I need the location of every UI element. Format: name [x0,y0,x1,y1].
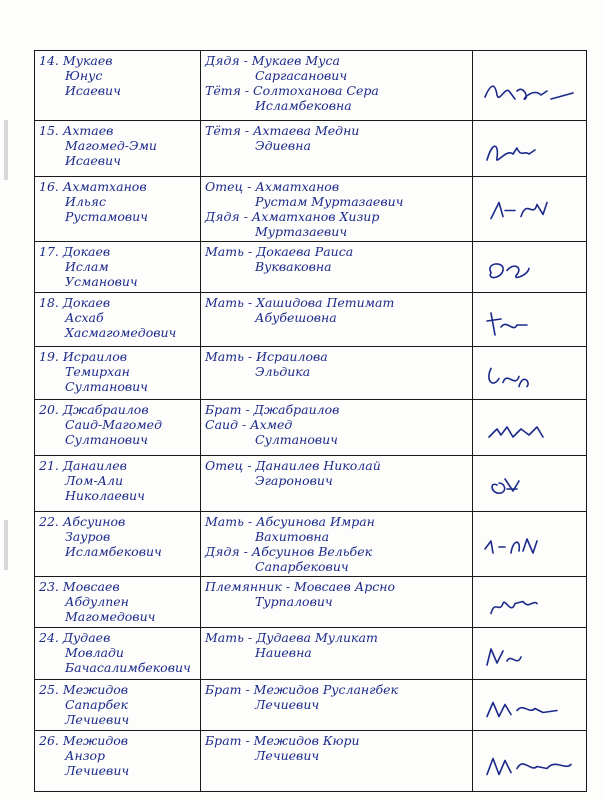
row-number: 24. [39,630,59,645]
relatives-cell [201,121,473,177]
relatives-cell [201,242,473,293]
surname: Докаев [62,295,111,310]
scan-edge-mark [4,520,8,570]
table-row [35,293,587,347]
relative-line: Брат - Джабраилов [205,402,340,417]
row-number: 20. [39,402,59,417]
handwritten-signature [477,579,582,624]
table-row [35,577,587,628]
handwritten-signature [477,682,582,727]
person-cell [35,628,201,680]
given-name: Ислам [65,259,109,274]
given-name: Магомед-Эми [65,138,157,153]
patronymic: Усманович [65,274,138,289]
roster-table [34,50,587,792]
patronymic: Лечиевич [65,763,130,778]
handwritten-signature [477,53,582,117]
relatives-cell [201,400,473,456]
relatives-cell [201,456,473,512]
patronymic: Хасмагомедович [65,325,177,340]
surname: Ахматханов [62,179,147,194]
table-row [35,400,587,456]
given-name: Ильяс [65,194,106,209]
row-number: 18. [39,295,59,310]
table-row [35,456,587,512]
relative-line: Эдиевна [255,138,311,153]
handwritten-signature [477,402,582,452]
row-number: 23. [39,579,59,594]
relative-line: Мать - Дудаева Муликат [205,630,378,645]
handwritten-signature [477,244,582,289]
surname: Межидов [62,682,129,697]
surname: Докаев [62,244,111,259]
surname: Исраилов [62,349,128,364]
relative-line: Брат - Межидов Руслангбек [205,682,398,697]
patronymic: Исаевич [65,83,121,98]
table-row [35,121,587,177]
relative-line: Вукваковна [255,259,332,274]
person-cell [35,577,201,628]
handwritten-signature [477,349,582,396]
table-row [35,512,587,577]
handwritten-signature [477,123,582,173]
signature-cell [473,680,587,731]
row-number: 19. [39,349,59,364]
signature-cell [473,347,587,400]
relatives-cell [201,577,473,628]
relative-line: Сапарбекович [255,559,349,574]
relative-line: Муртазаевич [255,224,348,239]
person-cell [35,121,201,177]
relative-line: Лечиевич [255,748,320,763]
row-number: 15. [39,123,59,138]
signature-cell [473,456,587,512]
relative-line: Саид - Ахмед [205,417,293,432]
signature-cell [473,177,587,242]
patronymic: Султанович [65,432,148,447]
signature-cell [473,628,587,680]
relative-line: Саргасанович [255,68,348,83]
relative-line: Эльдика [255,364,311,379]
relative-line: Мать - Абсуинова Имран [205,514,375,529]
patronymic: Бачасалимбекович [65,660,191,675]
relatives-cell [201,512,473,577]
given-name: Анзор [65,748,106,763]
signature-cell [473,512,587,577]
given-name: Мовлади [65,645,124,660]
relative-line: Вахитовна [255,529,330,544]
row-number: 22. [39,514,59,529]
table-row [35,51,587,121]
relative-line: Тётя - Солтоханова Сера [205,83,379,98]
relative-line: Дядя - Абсуинов Вельбек [205,544,373,559]
relative-line: Исламбековна [255,98,352,113]
surname: Джабраилов [62,402,149,417]
relative-line: Дядя - Мукаев Муса [205,53,340,68]
relative-line: Племянник - Мовсаев Арсно [205,579,395,594]
patronymic: Лечиевич [65,712,130,727]
patronymic: Султанович [65,379,148,394]
person-cell [35,731,201,792]
relative-line: Мать - Исраилова [205,349,328,364]
surname: Абсуинов [62,514,126,529]
given-name: Темирхан [65,364,130,379]
given-name: Зауров [65,529,111,544]
handwritten-signature [477,514,582,568]
table-row [35,628,587,680]
relatives-cell [201,628,473,680]
given-name: Лом-Али [65,473,124,488]
relative-line: Лечиевич [255,697,320,712]
person-cell [35,512,201,577]
signature-cell [473,400,587,456]
signature-cell [473,293,587,347]
relative-line: Отец - Данаилев Николай [205,458,381,473]
surname: Мовсаев [62,579,120,594]
given-name: Юнус [65,68,103,83]
scan-edge-mark [4,120,8,180]
relative-line: Абубешовна [255,310,337,325]
person-cell [35,177,201,242]
given-name: Абдулпен [65,594,129,609]
relatives-cell [201,680,473,731]
table-row [35,177,587,242]
relative-line: Мать - Докаева Раиса [205,244,354,259]
table-row [35,680,587,731]
person-cell [35,347,201,400]
relative-line: Рустам Муртазаевич [255,194,404,209]
handwritten-signature [477,179,582,230]
relatives-cell [201,731,473,792]
relative-line: Турпалович [255,594,333,609]
handwritten-signature [477,630,582,676]
row-number: 25. [39,682,59,697]
signature-cell [473,731,587,792]
given-name: Асхаб [65,310,104,325]
handwritten-signature [477,458,582,508]
signature-cell [473,121,587,177]
person-cell [35,400,201,456]
table-row [35,242,587,293]
given-name: Саид-Магомед [65,417,162,432]
row-number: 26. [39,733,59,748]
person-cell [35,51,201,121]
person-cell [35,242,201,293]
row-number: 14. [39,53,59,68]
surname: Ахтаев [62,123,114,138]
handwritten-signature [477,733,582,788]
table-row [35,731,587,792]
relative-line: Брат - Межидов Кюри [205,733,360,748]
relative-line: Отец - Ахматханов [205,179,340,194]
relatives-cell [201,177,473,242]
person-cell [35,293,201,347]
relative-line: Наиевна [255,645,312,660]
person-cell [35,680,201,731]
person-cell [35,456,201,512]
signature-cell [473,51,587,121]
relative-line: Эгаронович [255,473,333,488]
surname: Данаилев [62,458,127,473]
relative-line: Тётя - Ахтаева Медни [205,123,360,138]
relative-line: Султанович [255,432,338,447]
relatives-cell [201,293,473,347]
row-number: 16. [39,179,59,194]
signature-cell [473,242,587,293]
signature-cell [473,577,587,628]
patronymic: Магомедович [65,609,156,624]
relatives-cell [201,51,473,121]
relative-line: Дядя - Ахматханов Хизир [205,209,380,224]
surname: Дудаев [62,630,111,645]
row-number: 21. [39,458,59,473]
handwritten-signature [477,295,582,343]
patronymic: Николаевич [65,488,145,503]
patronymic: Исламбекович [65,544,162,559]
surname: Межидов [62,733,129,748]
table-row [35,347,587,400]
row-number: 17. [39,244,59,259]
relatives-cell [201,347,473,400]
surname: Мукаев [62,53,113,68]
given-name: Сапарбек [65,697,129,712]
relative-line: Мать - Хашидова Петимат [205,295,395,310]
patronymic: Исаевич [65,153,121,168]
patronymic: Рустамович [65,209,148,224]
